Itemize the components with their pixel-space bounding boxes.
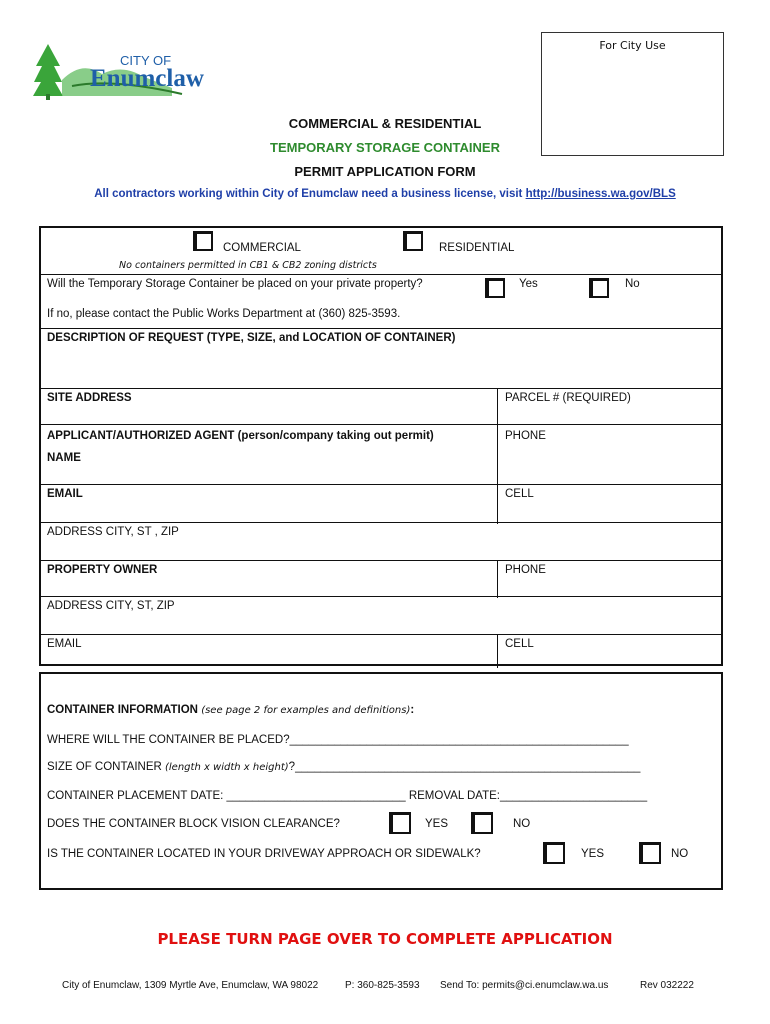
owner-cell-label: CELL bbox=[505, 638, 534, 650]
owner-address-label: ADDRESS CITY, ST, ZIP bbox=[47, 600, 175, 612]
owner-phone-label: PHONE bbox=[505, 564, 546, 576]
email-label: EMAIL bbox=[47, 488, 83, 500]
permit-form bbox=[39, 226, 723, 666]
svg-text:Enumclaw: Enumclaw bbox=[90, 65, 204, 92]
property-owner-label: PROPERTY OWNER bbox=[47, 564, 158, 576]
container-info-heading: CONTAINER INFORMATION (see page 2 for examples and definitions): bbox=[47, 704, 415, 716]
parcel-label: PARCEL # (REQUIRED) bbox=[505, 392, 631, 404]
vision-clearance-question: DOES THE CONTAINER BLOCK VISION CLEARANCE? bbox=[47, 818, 340, 830]
applicant-label: APPLICANT/AUTHORIZED AGENT (person/company taking out permit) bbox=[47, 430, 434, 442]
driveway-no-label: NO bbox=[671, 848, 689, 860]
title-line3: PERMIT APPLICATION FORM bbox=[294, 164, 476, 179]
title-line1: COMMERCIAL & RESIDENTIAL bbox=[288, 116, 482, 131]
contact-note: If no, please contact the Public Works Department at (360) 825-3593. bbox=[47, 308, 401, 320]
vision-yes-label: YES bbox=[425, 818, 449, 830]
footer-email: Send To: permits@ci.enumclaw.wa.us bbox=[440, 980, 609, 991]
placement-location-question: WHERE WILL THE CONTAINER BE PLACED?_____________________________________________________ bbox=[47, 734, 629, 746]
driveway-question: IS THE CONTAINER LOCATED IN YOUR DRIVEWAY APPROACH OR SIDEWALK? bbox=[47, 848, 481, 860]
container-size-question: SIZE OF CONTAINER (length x width x height)?______________________________________________________ bbox=[47, 761, 641, 773]
residential-checkbox[interactable] bbox=[403, 231, 423, 251]
private-property-yes-checkbox[interactable] bbox=[485, 278, 505, 298]
owner-email-label: EMAIL bbox=[47, 638, 82, 650]
footer-phone: P: 360-825-3593 bbox=[345, 980, 420, 991]
commercial-checkbox[interactable] bbox=[193, 231, 213, 251]
turn-page-notice: PLEASE TURN PAGE OVER TO COMPLETE APPLICATION bbox=[157, 930, 613, 948]
footer-revision: Rev 032222 bbox=[640, 980, 694, 991]
name-label: NAME bbox=[47, 452, 81, 464]
vision-no-checkbox[interactable] bbox=[471, 812, 493, 834]
city-use-box bbox=[541, 32, 724, 156]
cell-label: CELL bbox=[505, 488, 534, 500]
residential-label: RESIDENTIAL bbox=[439, 242, 515, 254]
vision-no-label: NO bbox=[513, 818, 531, 830]
driveway-yes-checkbox[interactable] bbox=[543, 842, 565, 864]
svg-text:CITY OF: CITY OF bbox=[120, 53, 172, 68]
applicant-phone-label: PHONE bbox=[505, 430, 546, 442]
private-property-yes-label: Yes bbox=[519, 278, 538, 290]
bls-link[interactable]: http://business.wa.gov/BLS bbox=[525, 188, 676, 200]
address-city-label: ADDRESS CITY, ST , ZIP bbox=[47, 526, 179, 538]
description-label: DESCRIPTION OF REQUEST (TYPE, SIZE, and LOCATION OF CONTAINER) bbox=[47, 332, 456, 344]
city-logo bbox=[32, 40, 222, 102]
container-info-section bbox=[39, 672, 723, 890]
site-address-label: SITE ADDRESS bbox=[47, 392, 132, 404]
driveway-yes-label: YES bbox=[581, 848, 605, 860]
placement-dates: CONTAINER PLACEMENT DATE: ____________________________ REMOVAL DATE:_______________________ bbox=[47, 790, 648, 802]
city-use-label: For City Use bbox=[599, 39, 666, 52]
vision-yes-checkbox[interactable] bbox=[389, 812, 411, 834]
title-line2: TEMPORARY STORAGE CONTAINER bbox=[270, 140, 500, 155]
footer-address: City of Enumclaw, 1309 Myrtle Ave, Enumclaw, WA 98022 bbox=[62, 980, 319, 991]
private-property-question: Will the Temporary Storage Container be placed on your private property? bbox=[47, 278, 423, 290]
tree-logo-icon bbox=[32, 40, 222, 102]
driveway-no-checkbox[interactable] bbox=[639, 842, 661, 864]
license-notice-text: All contractors working within City of Enumclaw need a business license, visit bbox=[94, 188, 526, 200]
license-notice bbox=[0, 188, 770, 200]
commercial-label: COMMERCIAL bbox=[223, 242, 301, 254]
private-property-no-label: No bbox=[625, 278, 640, 290]
zoning-note: No containers permitted in CB1 & CB2 zoning districts bbox=[119, 260, 377, 271]
private-property-no-checkbox[interactable] bbox=[589, 278, 609, 298]
